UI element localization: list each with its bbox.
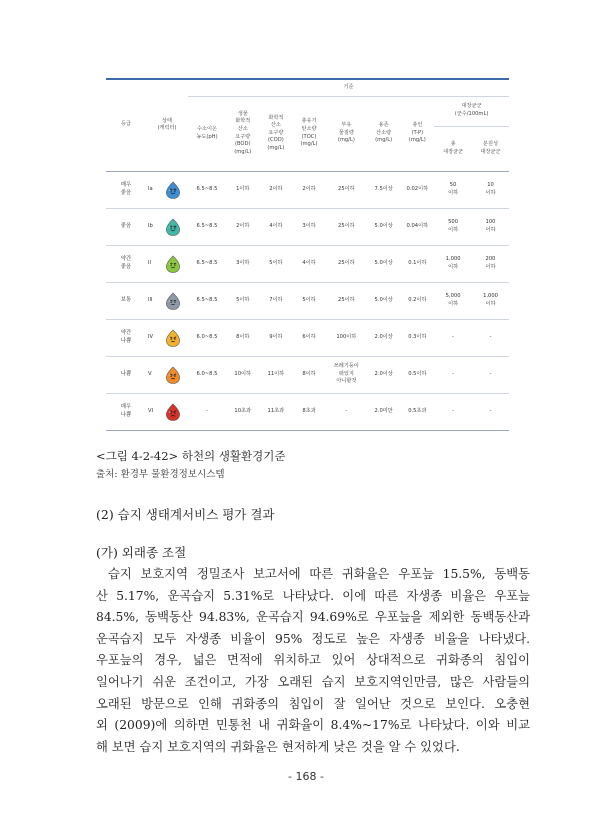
total-coliform-cell-line: 50 (449, 181, 457, 188)
status-cell (146, 245, 188, 282)
total-coliform-cell-line: 500 (448, 218, 459, 225)
ph-cell: - (188, 393, 226, 430)
cod-cell: 5이하 (260, 245, 293, 282)
total-coliform-cell-line: 5,000 (445, 292, 461, 299)
total-coliform-cell-line: 이하 (448, 263, 459, 270)
paragraph-line: 우포늪의 경우, 넓은 면적에 위치하고 있어 상대적으로 귀화종의 침입이 (96, 653, 530, 668)
grade-cell-line: 나쁨 (120, 370, 132, 377)
do-cell: 5.0이상 (367, 208, 401, 245)
status-cell (146, 208, 188, 245)
ss-cell-line: 떠있지 (338, 370, 354, 377)
table-row (106, 208, 509, 245)
fecal-coliform-cell (472, 393, 509, 430)
tp-cell: 0.5초과 (401, 393, 435, 430)
bod-header (226, 96, 260, 171)
toc-cell: 5이하 (292, 282, 326, 319)
fecal-coliform-cell-line: - (489, 407, 492, 414)
water-quality-standards-table (106, 78, 509, 431)
cod-header-line: 산소 (270, 122, 281, 129)
toc-header-line: (TOC) (301, 133, 317, 140)
bod-header-line: (mg/L) (234, 148, 252, 155)
fecal-coliform-header-line: 대장균군 (480, 148, 501, 155)
bod-cell: 10이하 (226, 356, 260, 393)
status-cell (146, 356, 188, 393)
water-drop-character-icon (164, 402, 182, 422)
ph-cell: 6.0~8.5 (188, 356, 226, 393)
ph-cell: 6.0~8.5 (188, 319, 226, 356)
do-header (367, 96, 401, 171)
fecal-coliform-cell-line: 10 (487, 181, 494, 188)
status-cell (146, 319, 188, 356)
criteria-header: 기준 (188, 79, 509, 96)
tp-header-line: (mg/L) (408, 137, 426, 144)
water-drop-character-icon (164, 254, 182, 274)
grade-cell (106, 393, 146, 430)
cod-header-line: 화학적 (268, 114, 284, 121)
total-coliform-header (434, 126, 472, 171)
bod-cell: 5이하 (226, 282, 260, 319)
toc-cell: 8초과 (292, 393, 326, 430)
do-cell: 2.0이상 (367, 356, 401, 393)
ph-header-line: 농도(pH) (196, 133, 218, 140)
coliform-group-header-line: (군수/100mL) (454, 111, 489, 117)
toc-header (292, 96, 326, 171)
cod-cell: 11이하 (260, 356, 293, 393)
grade-cell-line: 좋음 (120, 222, 132, 229)
paragraph-line: 해 보면 습지 보호지역의 귀화율은 현저하게 낮은 것을 알 수 있었다. (96, 739, 460, 754)
status-cell (146, 393, 188, 430)
cod-cell: 4이하 (260, 208, 293, 245)
tp-cell: 0.1이하 (401, 245, 435, 282)
ss-header-line: 물질량 (338, 129, 354, 136)
total-coliform-cell (434, 393, 472, 430)
toc-header-line: (mg/L) (300, 141, 318, 148)
do-header-line: 산소량 (376, 129, 392, 136)
tp-cell: 0.3이하 (401, 319, 435, 356)
grade-code: II (147, 259, 152, 266)
water-quality-standards-table-figure (106, 78, 509, 431)
grade-cell (106, 171, 146, 208)
grade-code: III (147, 296, 153, 303)
bod-header-line: (BOD) (234, 141, 251, 148)
tp-cell: 0.2이하 (401, 282, 435, 319)
cod-header-line: 요구량 (268, 129, 284, 136)
total-coliform-cell-line: 1,000 (445, 255, 461, 262)
paragraph-line: 외 (2009)에 의하면 민통천 내 귀화율이 8.4%~17%로 나타났다. 이와 비교 (96, 718, 530, 733)
water-drop-character-icon (164, 217, 182, 237)
grade-cell-line: 보통 (120, 296, 132, 303)
bod-header-line: 화학적 (235, 118, 251, 125)
grade-cell-line: 좋음 (120, 189, 132, 196)
ss-header-line: (mg/L) (337, 137, 355, 144)
grade-code: Ia (147, 185, 153, 192)
ph-cell: 6.5~8.5 (188, 245, 226, 282)
fecal-coliform-cell-line: 200 (485, 255, 496, 262)
cod-cell: 9이하 (260, 319, 293, 356)
bod-cell: 1이하 (226, 171, 260, 208)
fecal-coliform-cell-line: 1,000 (483, 292, 498, 299)
fecal-coliform-cell (472, 171, 509, 208)
fecal-coliform-cell-line: 이하 (485, 300, 496, 307)
do-cell: 2.0미만 (367, 393, 401, 430)
fecal-coliform-header (472, 126, 509, 171)
subsection-heading: (가) 외래종 조절 (96, 545, 187, 560)
bod-header-line: 생물 (237, 110, 248, 117)
grade-cell-line: 매우 (120, 403, 132, 410)
total-coliform-cell-line: - (452, 370, 455, 377)
ss-cell: 25이하 (326, 208, 367, 245)
fecal-coliform-cell (472, 282, 509, 319)
do-cell: 5.0이상 (367, 245, 401, 282)
tp-header-line: 총인 (412, 122, 423, 129)
fecal-coliform-cell-line: 이하 (485, 189, 496, 196)
cod-cell: 2이하 (260, 171, 293, 208)
grade-code: V (147, 370, 152, 377)
do-cell: 2.0이상 (367, 319, 401, 356)
ss-cell: - (326, 393, 367, 430)
ss-cell-line: 쓰레기등이 (333, 363, 359, 370)
status-header (146, 79, 188, 171)
bod-cell: 2이하 (226, 208, 260, 245)
paragraph-line: 오래된 방문으로 인해 귀화종의 침입이 잘 일어난 것으로 보인다. 오충현 (96, 696, 530, 711)
cod-cell: 11초과 (260, 393, 293, 430)
grade-cell (106, 319, 146, 356)
grade-header: 등급 (106, 79, 146, 171)
cod-cell: 7이하 (260, 282, 293, 319)
cod-header-line: (mg/L) (267, 144, 285, 151)
ss-cell (326, 356, 367, 393)
total-coliform-cell-line: 이하 (448, 189, 459, 196)
total-coliform-cell-line: - (452, 333, 455, 340)
grade-code: VI (147, 407, 154, 414)
grade-cell (106, 208, 146, 245)
fecal-coliform-header-line: 분원성 (482, 140, 499, 147)
total-coliform-cell (434, 245, 472, 282)
tp-cell: 0.04이하 (401, 208, 435, 245)
fecal-coliform-cell (472, 245, 509, 282)
bod-header-line: 산소 (237, 125, 248, 132)
tp-cell: 0.5이하 (401, 356, 435, 393)
water-drop-character-icon (164, 180, 182, 200)
total-coliform-cell (434, 282, 472, 319)
status-cell (146, 171, 188, 208)
ss-cell: 25이하 (326, 245, 367, 282)
ph-header-line: 수소이온 (196, 125, 217, 132)
status-header-line: 상태 (161, 117, 173, 124)
do-cell: 5.0이상 (367, 282, 401, 319)
ph-cell: 6.5~8.5 (188, 208, 226, 245)
fecal-coliform-cell (472, 208, 509, 245)
grade-cell (106, 282, 146, 319)
ph-cell: 6.5~8.5 (188, 171, 226, 208)
bod-cell: 3이하 (226, 245, 260, 282)
toc-cell: 8이하 (292, 356, 326, 393)
total-coliform-header-line: 총 (450, 140, 456, 147)
paragraph-line: 산 5.17%, 운곡습지 5.31%로 나타났다. 이에 따른 자생종 비율은 우포늪 (96, 588, 530, 603)
fecal-coliform-cell-line: 100 (485, 218, 496, 225)
fecal-coliform-cell-line: 이하 (485, 226, 496, 233)
tp-cell: 0.02이하 (401, 171, 435, 208)
toc-header-line: 총유기 (301, 118, 317, 125)
bod-cell: 10초과 (226, 393, 260, 430)
toc-cell: 2이하 (292, 171, 326, 208)
table-row (106, 393, 509, 430)
section-heading: (2) 습지 생태계서비스 평가 결과 (96, 507, 275, 522)
grade-cell (106, 356, 146, 393)
coliform-group-header-line: 대장균군 (461, 103, 482, 110)
water-drop-character-icon (164, 365, 182, 385)
fecal-coliform-cell (472, 356, 509, 393)
toc-cell: 6이하 (292, 319, 326, 356)
paragraph-line: 습지 보호지역 정밀조사 보고서에 따른 귀화율은 우포늪 15.5%, 동백동 (108, 567, 530, 581)
toc-cell: 3이하 (292, 208, 326, 245)
grade-cell-line: 약간 (120, 329, 132, 336)
ph-header (188, 96, 226, 171)
do-header-line: (mg/L) (375, 137, 393, 144)
grade-cell-line: 나쁨 (120, 411, 132, 418)
total-coliform-cell-line: 이하 (448, 300, 459, 307)
water-drop-character-icon (164, 328, 182, 348)
do-cell: 7.5이상 (367, 171, 401, 208)
grade-cell-line: 나쁨 (120, 337, 132, 344)
ss-header-line: 부유 (341, 122, 352, 129)
total-coliform-cell (434, 208, 472, 245)
table-row (106, 245, 509, 282)
total-coliform-cell-line: 이하 (448, 226, 459, 233)
total-coliform-cell (434, 319, 472, 356)
grade-cell (106, 245, 146, 282)
coliform-group-header (434, 96, 509, 126)
total-coliform-cell (434, 171, 472, 208)
status-header-line: (캐릭터) (157, 125, 177, 132)
water-drop-character-icon (164, 291, 182, 311)
figure-source: 출처: 환경부 물환경정보시스템 (96, 469, 225, 480)
ss-cell-line: 아니할것 (336, 378, 357, 385)
status-cell (146, 282, 188, 319)
ph-cell: 6.5~8.5 (188, 282, 226, 319)
bod-cell: 8이하 (226, 319, 260, 356)
figure-caption: <그림 4-2-42> 하천의 생활환경기준 (96, 449, 286, 463)
table-row (106, 171, 509, 208)
table-row (106, 356, 509, 393)
page-number: - 168 - (288, 770, 324, 783)
do-header-line: 용존 (378, 122, 389, 129)
table-row (106, 319, 509, 356)
ss-cell: 100이하 (326, 319, 367, 356)
toc-cell: 4이하 (292, 245, 326, 282)
paragraph-line: 운곡습지 모두 자생종 비율이 95% 정도로 높은 자생종 비율을 나타냈다. (96, 631, 530, 646)
fecal-coliform-cell-line: - (489, 370, 492, 377)
tp-header-line: (T-P) (411, 129, 424, 136)
total-coliform-cell-line: - (452, 407, 455, 414)
ss-header (326, 96, 367, 171)
bod-header-line: 요구량 (235, 133, 251, 140)
ss-cell: 25이하 (326, 282, 367, 319)
toc-header-line: 탄소량 (301, 125, 317, 132)
tp-header (401, 96, 435, 171)
grade-code: Ib (147, 222, 153, 229)
fecal-coliform-cell-line: 이하 (485, 263, 496, 270)
cod-header (260, 96, 293, 171)
table-row (106, 282, 509, 319)
grade-cell-line: 매우 (120, 181, 132, 188)
paragraph-line: 84.5%, 동백동산 94.83%, 운곡습지 94.69%로 우포늪을 제외한 동백동산과 (96, 610, 530, 625)
total-coliform-cell (434, 356, 472, 393)
total-coliform-header-line: 대장균군 (443, 148, 464, 155)
fecal-coliform-cell-line: - (489, 333, 492, 340)
grade-code: IV (147, 333, 154, 340)
paragraph-line: 일어나기 쉬운 조건이고, 가장 오래된 습지 보호지역인만큼, 많은 사람들의 (96, 674, 530, 689)
grade-cell-line: 약간 (120, 255, 132, 262)
body-paragraph (96, 564, 530, 758)
grade-cell-line: 좋음 (120, 263, 132, 270)
fecal-coliform-cell (472, 319, 509, 356)
cod-header-line: (COD) (267, 137, 284, 144)
ss-cell: 25이하 (326, 171, 367, 208)
